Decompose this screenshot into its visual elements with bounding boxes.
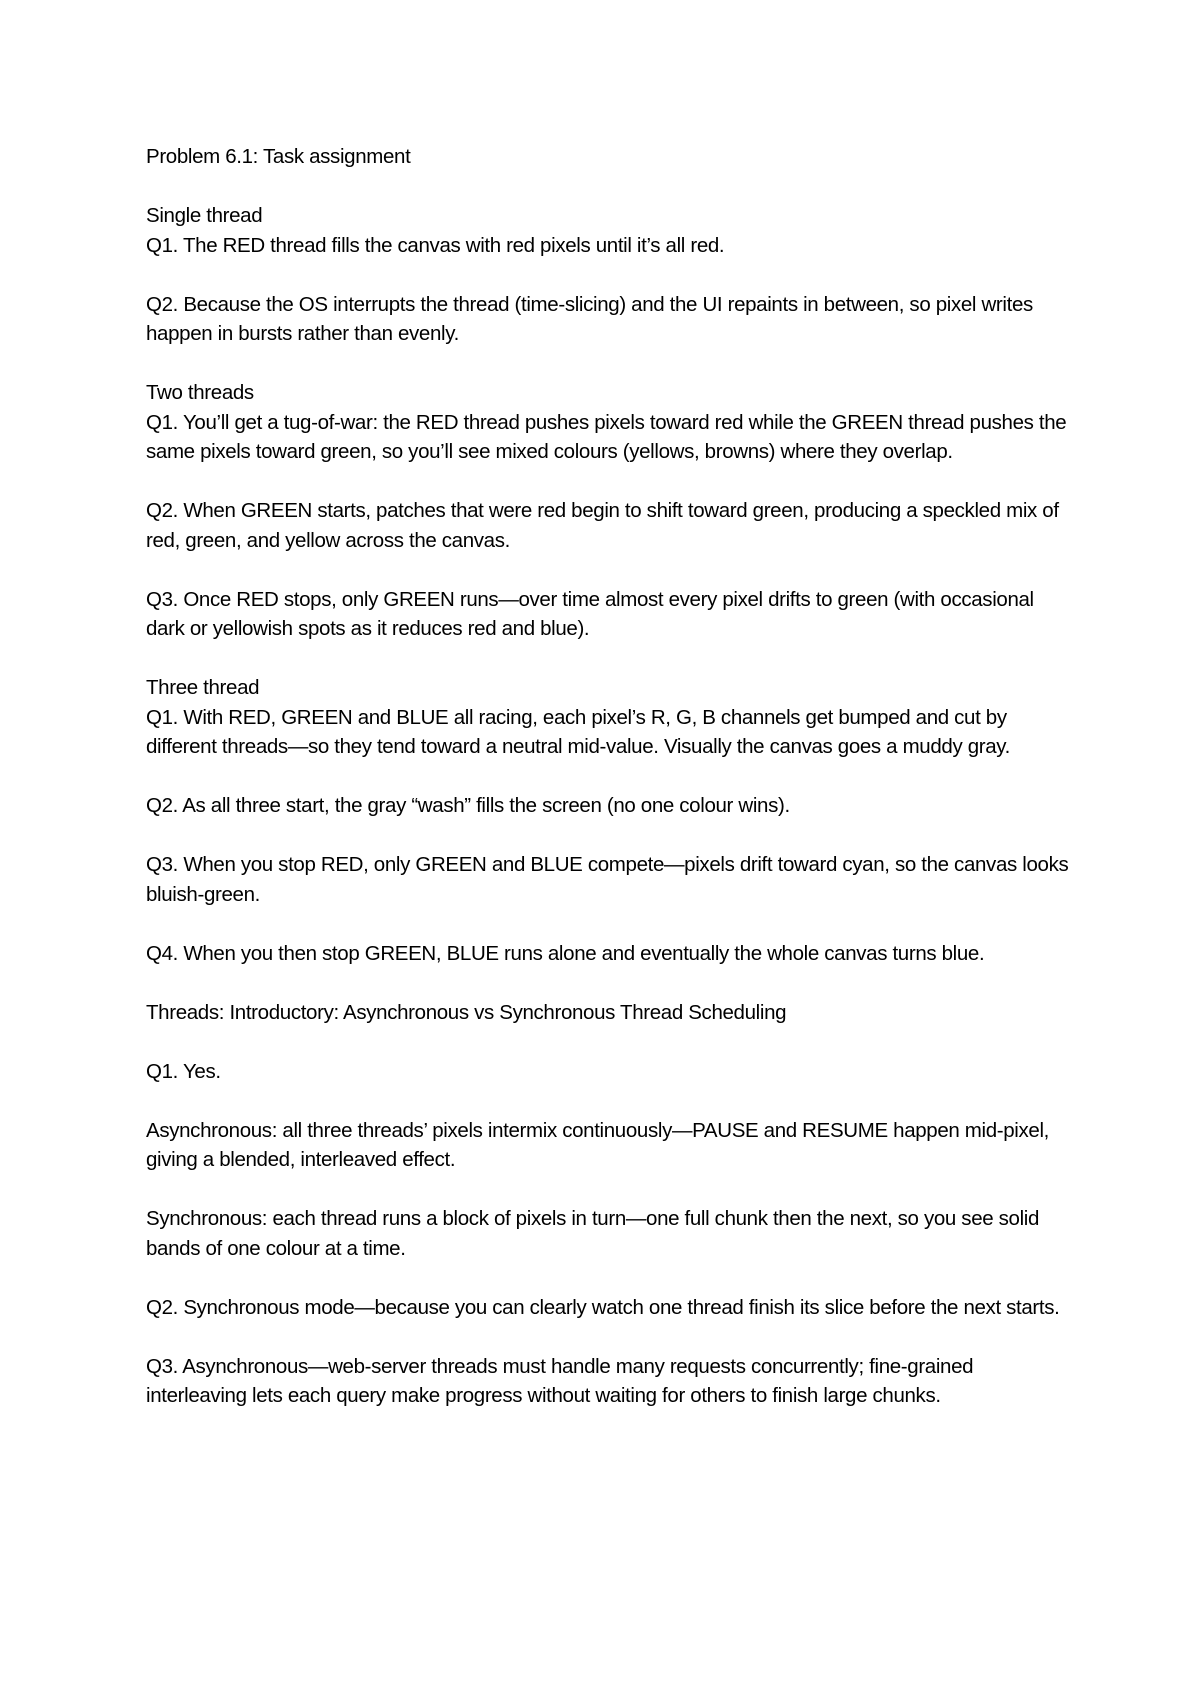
scheduling-q2: Q2. Synchronous mode—because you can clearly watch one thread finish its slice before the next starts. — [146, 1295, 1060, 1319]
section-heading-scheduling: Threads: Introductory: Asynchronous vs Synchronous Thread Scheduling — [146, 1000, 787, 1024]
document-title: Problem 6.1: Task assignment — [146, 145, 411, 168]
three-thread-q2: Q2. As all three start, the gray “wash” fills the screen (no one colour wins). — [146, 794, 790, 817]
section-heading-three-thread: Three thread — [146, 676, 260, 699]
three-thread-q4: Q4. When you then stop GREEN, BLUE runs alone and eventually the whole canvas turns blue. — [146, 941, 985, 965]
two-threads-q2: Q2. When GREEN starts, patches that were red begin to shift toward green, producing a speckled mix of red, green, and yellow across the canvas. — [146, 499, 1059, 552]
section-heading-two-threads: Two threads — [146, 381, 254, 404]
scheduling-q1: Q1. Yes. — [146, 1059, 221, 1083]
scheduling-asynchronous: Asynchronous: all three threads’ pixels intermix continuously—PAUSE and RESUME happen mid-pixel, giving a blended, interleaved effect. — [146, 1118, 1050, 1171]
section-heading-single-thread: Single thread — [146, 204, 263, 227]
single-thread-q1: Q1. The RED thread fills the canvas with red pixels until it’s all red. — [146, 233, 725, 257]
three-thread-q1: Q1. With RED, GREEN and BLUE all racing, each pixel’s R, G, B channels get bumped and cut by different threads—so they tend toward a neutral mid-value. Visually the canvas goes a muddy gray. — [146, 705, 1010, 758]
scheduling-synchronous: Synchronous: each thread runs a block of pixels in turn—one full chunk then the next, so you see solid bands of one colour at a time. — [146, 1207, 1040, 1260]
scheduling-q3: Q3. Asynchronous—web-server threads must handle many requests concurrently; fine-grained interleaving lets each query make progress without waiting for others to finish large chunks. — [146, 1354, 974, 1407]
single-thread-q2: Q2. Because the OS interrupts the thread (time-slicing) and the UI repaints in between, so pixel writes happen in bursts rather than evenly. — [146, 292, 1033, 345]
two-threads-q3: Q3. Once RED stops, only GREEN runs—over time almost every pixel drifts to green (with occasional dark or yellowish spots as it reduces red and blue). — [146, 587, 1034, 640]
two-threads-q1: Q1. You’ll get a tug-of-war: the RED thread pushes pixels toward red while the GREEN thread pushes the same pixels toward green, so you’ll see mixed colours (yellows, browns) where they overlap. — [146, 410, 1067, 463]
document-page — [146, 142, 1076, 1411]
three-thread-q3: Q3. When you stop RED, only GREEN and BLUE compete—pixels drift toward cyan, so the canvas looks bluish-green. — [146, 853, 1069, 906]
